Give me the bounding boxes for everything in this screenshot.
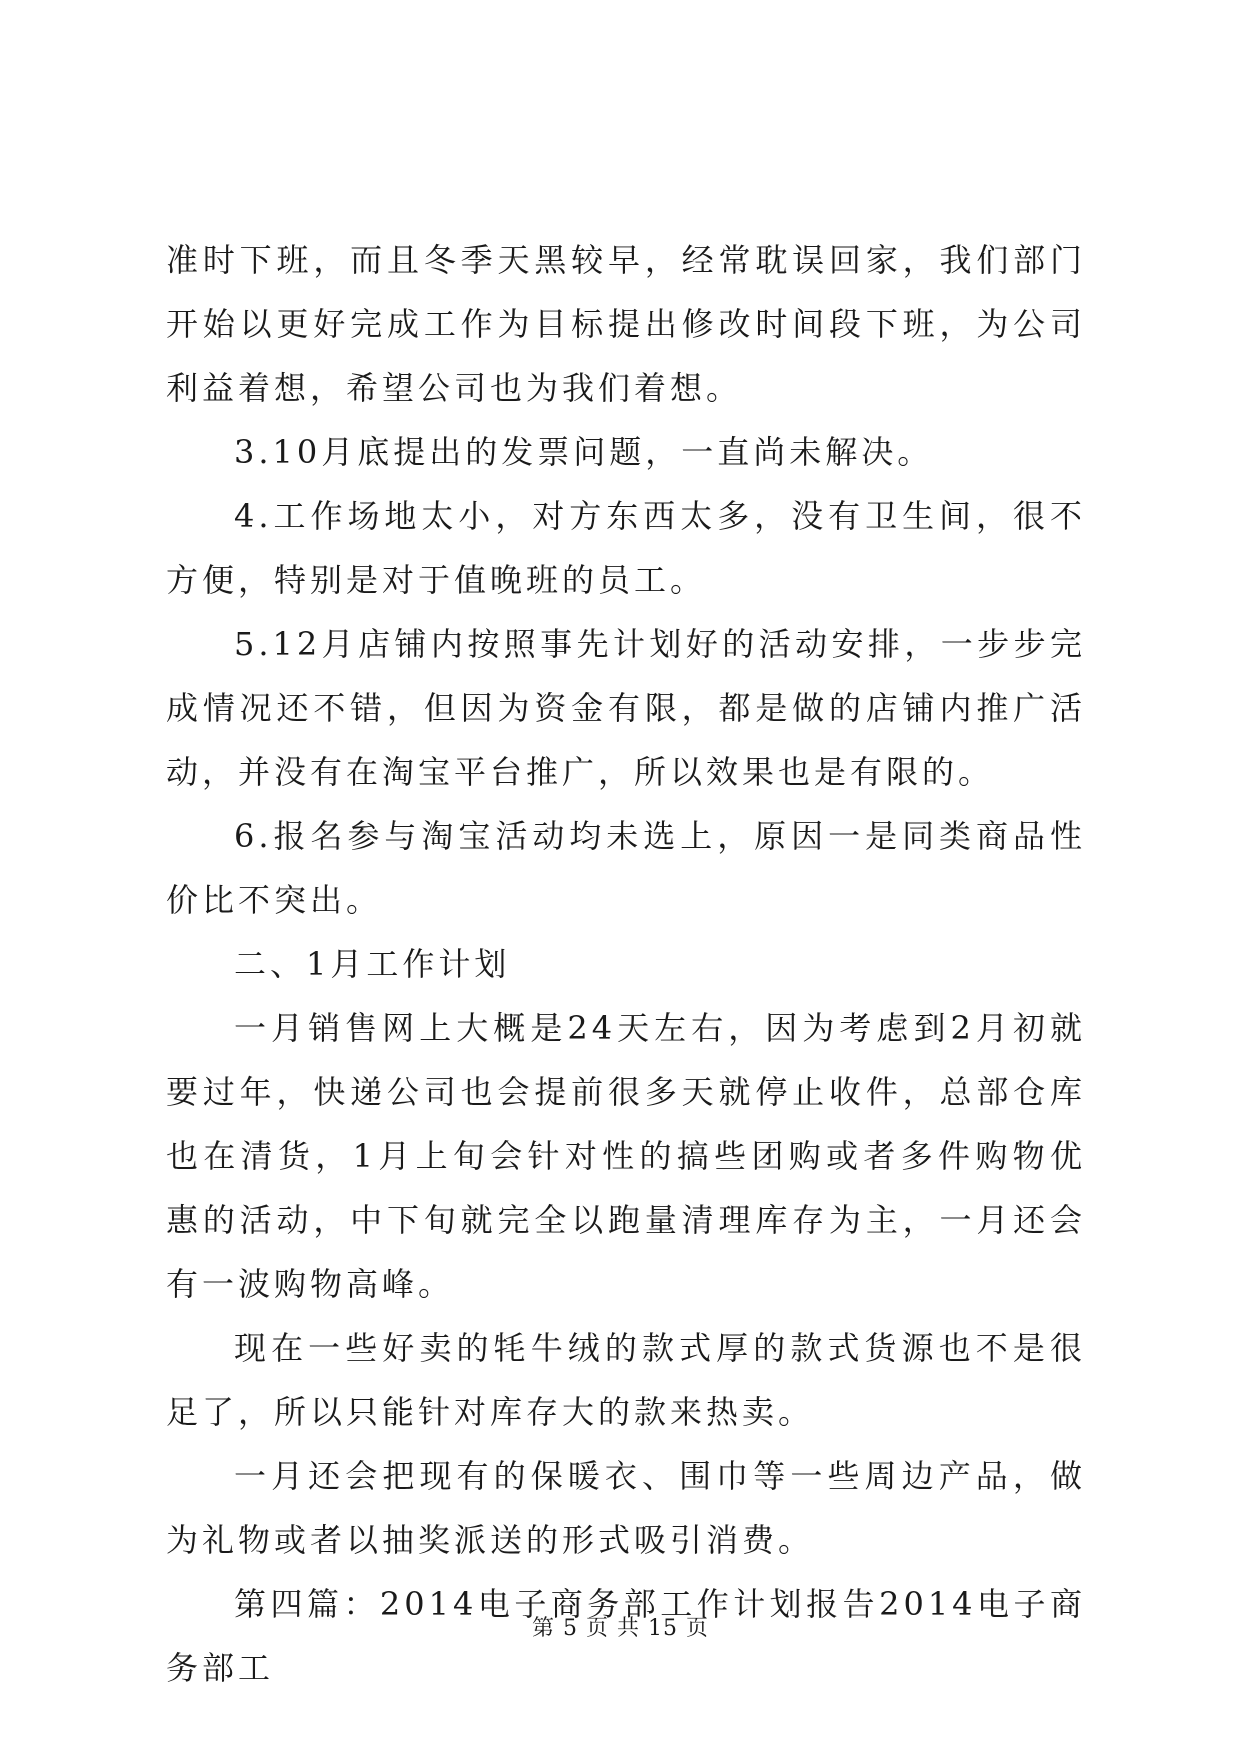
paragraph-item-4: 4.工作场地太小，对方东西太多，没有卫生间，很不方便，特别是对于值晚班的员工。 bbox=[166, 497, 1086, 599]
paragraph-plan-1: 一月销售网上大概是24天左右，因为考虑到2月初就要过年，快递公司也会提前很多天就停止收件，总部仓库也在清货，1月上旬会针对性的搞些团购或者多件购物优惠的活动，中下旬就完全以跑量清理库存为主，一月还会有一波购物高峰。 bbox=[166, 1009, 1086, 1303]
paragraph-plan-2: 现在一些好卖的牦牛绒的款式厚的款式货源也不是很足了，所以只能针对库存大的款来热卖。 bbox=[166, 1329, 1086, 1431]
paragraph-next-article: 第四篇：2014电子商务部工作计划报告2014电子商务部工 bbox=[166, 1585, 1086, 1687]
section-heading: 二、1月工作计划 bbox=[234, 945, 511, 983]
paragraph-item-6: 6.报名参与淘宝活动均未选上，原因一是同类商品性价比不突出。 bbox=[166, 817, 1086, 919]
page-footer: 第 5 页 共 15 页 bbox=[532, 1616, 709, 1641]
paragraph-plan-3: 一月还会把现有的保暖衣、围巾等一些周边产品，做为礼物或者以抽奖派送的形式吸引消费。 bbox=[166, 1457, 1086, 1559]
body-text bbox=[166, 228, 1086, 1700]
paragraph-continued: 准时下班，而且冬季天黑较早，经常耽误回家，我们部门开始以更好完成工作为目标提出修改时间段下班，为公司利益着想，希望公司也为我们着想。 bbox=[166, 241, 1086, 407]
paragraph-item-5: 5.12月店铺内按照事先计划好的活动安排，一步步完成情况还不错，但因为资金有限，都是做的店铺内推广活动，并没有在淘宝平台推广，所以效果也是有限的。 bbox=[166, 625, 1086, 791]
paragraph-item-3: 3.10月底提出的发票问题，一直尚未解决。 bbox=[234, 433, 934, 471]
